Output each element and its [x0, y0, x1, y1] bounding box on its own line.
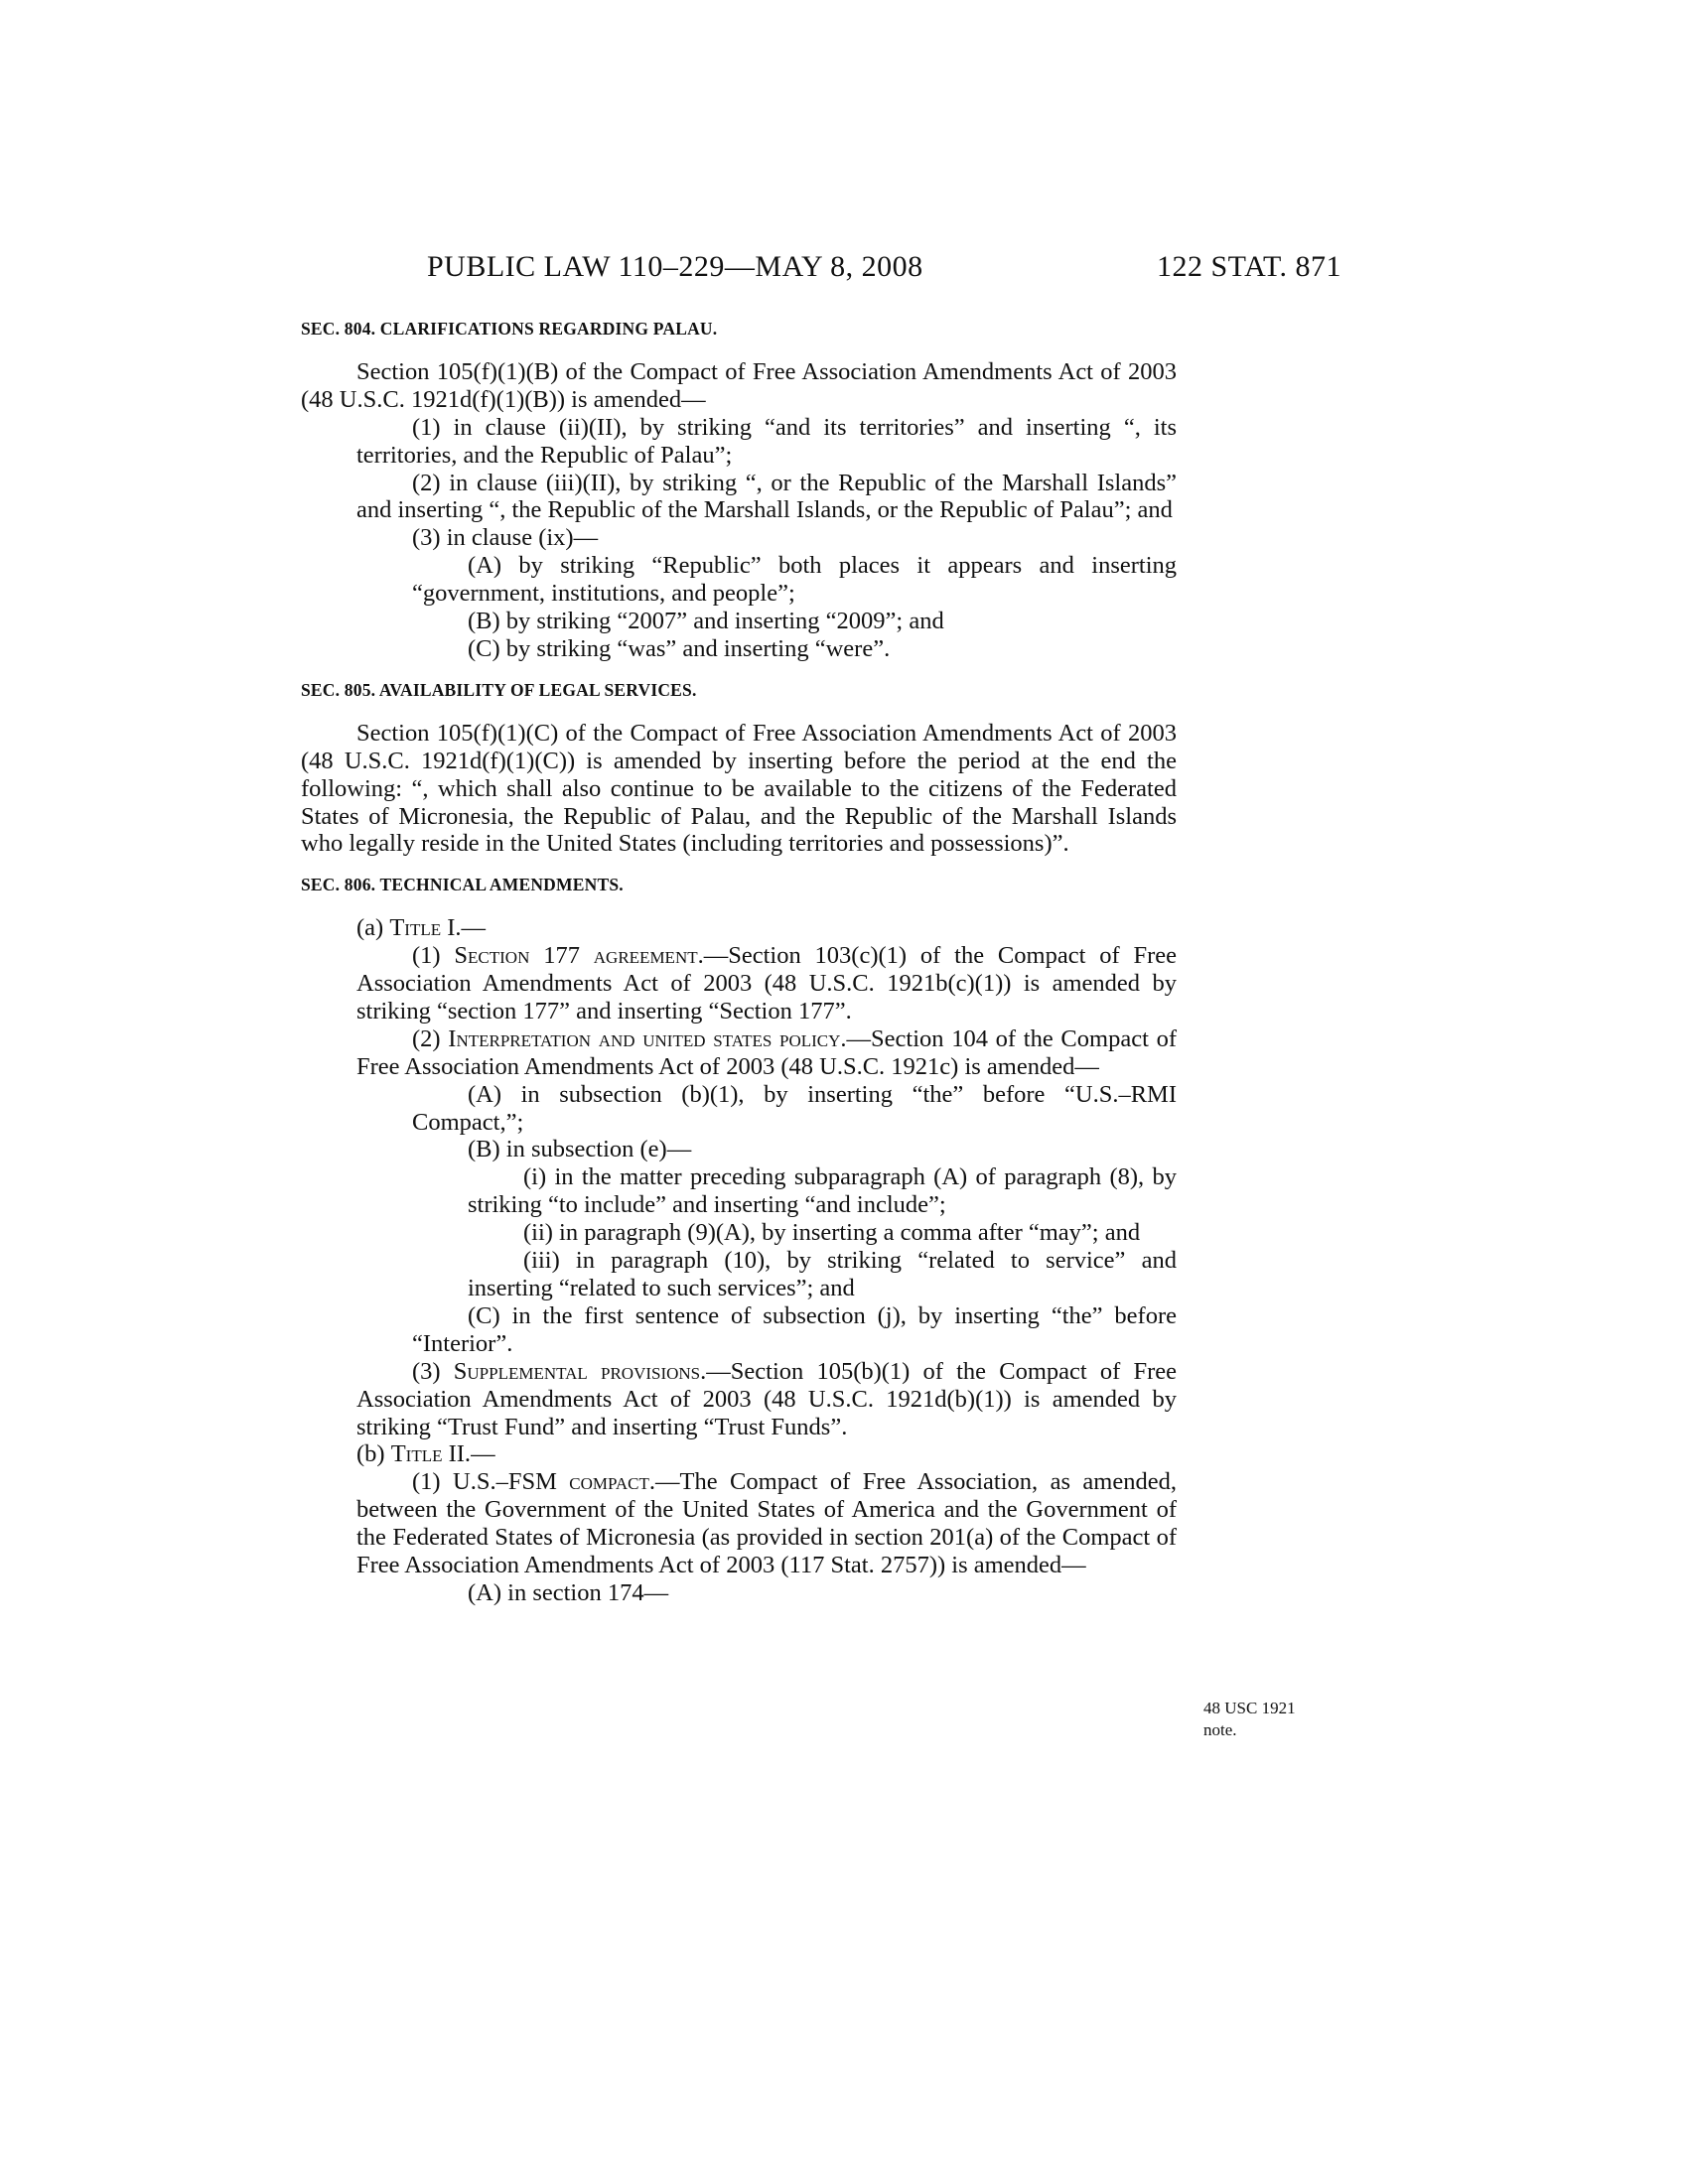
running-header-title: PUBLIC LAW 110–229—MAY 8, 2008	[427, 250, 923, 283]
margin-note-line2: note.	[1203, 1720, 1237, 1739]
sec-806-b-prefix: (b)	[356, 1440, 391, 1468]
sec-804-para-1: (1) in clause (ii)(II), by striking “and its territories” and inserting “, its territories, and the Republic of Palau”;	[356, 413, 1177, 469]
sec-806-b-1	[301, 1468, 1177, 1579]
sec-804-heading: SEC. 804. CLARIFICATIONS REGARDING PALAU.	[301, 319, 718, 339]
sec-806-a-2-prefix: (2)	[412, 1024, 449, 1052]
sec-806-b-1-prefix: (1)	[412, 1468, 453, 1496]
sec-806-b-dash: —	[471, 1440, 495, 1468]
sec-806-a-title	[301, 914, 1177, 942]
sec-806-a-3-caption: Supplemental provisions.	[453, 1357, 707, 1385]
sec-804-para-3: (3) in clause (ix)—	[412, 524, 599, 552]
sec-806-b-1-A: (A) in section 174—	[468, 1578, 669, 1606]
sec-806-a-1-text: —Section 103(c)(1) of the Compact of Free Association Amendments Act of 2003 (48 U.S.C. 1921b(c)(1)) is amended by striking “section 177” and inserting “Section 177”.	[356, 942, 1177, 1024]
sec-806-b-1-caption: U.S.–FSM compact.	[453, 1468, 656, 1496]
sec-804-subpara-b: (B) by striking “2007” and inserting “2009”; and	[468, 608, 944, 635]
sec-806-a-2-B: (B) in subsection (e)—	[468, 1136, 692, 1163]
running-header-stat-page: 122 STAT. 871	[1157, 250, 1342, 283]
sec-804-para-2: (2) in clause (iii)(II), by striking “, or the Republic of the Marshall Islands” and inserting “, the Republic of the Marshall Islands, or the Republic of Palau”; and	[356, 469, 1177, 524]
sec-806-heading: SEC. 806. TECHNICAL AMENDMENTS.	[301, 875, 624, 895]
sec-806-b-1-text: —The Compact of Free Association, as amended, between the Government of the United States of America and the Government of the Federated States of Micronesia (as provided in section 201(a) of the Compact of Free Association Amendments Act of 2003 (117 Stat. 2757)) is amended—	[356, 1468, 1177, 1579]
sec-806-a-3-prefix: (3)	[412, 1357, 454, 1385]
sec-806-a-caption: Title I.	[389, 914, 462, 942]
sec-806-a-2-A: (A) in subsection (b)(1), by inserting “the” before “U.S.–RMI Compact,”;	[412, 1080, 1177, 1136]
sec-806-a-2-B-iii: (iii) in paragraph (10), by striking “related to service” and inserting “related to such services”; and	[468, 1247, 1177, 1301]
sec-806-a-1-caption: Section 177 agreement.	[454, 942, 704, 970]
sec-806-a-2-B-i: (i) in the matter preceding subparagraph (A) of paragraph (8), by striking “to include” and inserting “and include”;	[468, 1163, 1177, 1219]
sec-805-heading: SEC. 805. AVAILABILITY OF LEGAL SERVICES.	[301, 679, 697, 700]
sec-806-a-prefix: (a)	[356, 914, 390, 942]
sec-806-a-2-caption: Interpretation and united states policy.	[448, 1024, 847, 1052]
sec-806-a-2-text: —Section 104 of the Compact of Free Association Amendments Act of 2003 (48 U.S.C. 1921c) is amended—	[356, 1024, 1177, 1080]
document-body	[301, 316, 1177, 1607]
margin-note-line1: 48 USC 1921	[1203, 1699, 1296, 1717]
margin-note	[1203, 1698, 1296, 1741]
sec-806-b-caption: Title II.	[390, 1440, 472, 1468]
sec-806-a-3	[301, 1358, 1177, 1441]
sec-804-subpara-c: (C) by striking “was” and inserting “were”.	[468, 634, 891, 662]
sec-805-text: Section 105(f)(1)(C) of the Compact of Free Association Amendments Act of 2003 (48 U.S.C. 1921d(f)(1)(C)) is amended by inserting before the period at the end the following: “, which shall also continue to be available to the citizens of the Federated States of Micronesia, the Republic of Palau, and the Republic of the Marshall Islands who legally reside in the United States (including territories and possessions)”.	[301, 719, 1177, 858]
sec-806-a-2-B-ii: (ii) in paragraph (9)(A), by inserting a comma after “may”; and	[523, 1219, 1141, 1247]
sec-804-intro: Section 105(f)(1)(B) of the Compact of Free Association Amendments Act of 2003 (48 U.S.C. 1921d(f)(1)(B)) is amended—	[301, 357, 1177, 413]
sec-804-subpara-a: (A) by striking “Republic” both places it appears and inserting “government, institutions, and people”;	[412, 552, 1177, 608]
sec-806-a-dash: —	[461, 914, 487, 942]
sec-806-b-title	[301, 1440, 1177, 1468]
sec-806-a-2	[301, 1025, 1177, 1081]
sec-806-a-2-C: (C) in the first sentence of subsection (j), by inserting “the” before “Interior”.	[412, 1301, 1177, 1357]
sec-806-a-3-text: —Section 105(b)(1) of the Compact of Free Association Amendments Act of 2003 (48 U.S.C. 1921d(b)(1)) is amended by striking “Trust Fund” and inserting “Trust Funds”.	[356, 1357, 1177, 1440]
sec-806-a-1-prefix: (1)	[412, 942, 455, 970]
sec-806-a-1	[301, 942, 1177, 1025]
